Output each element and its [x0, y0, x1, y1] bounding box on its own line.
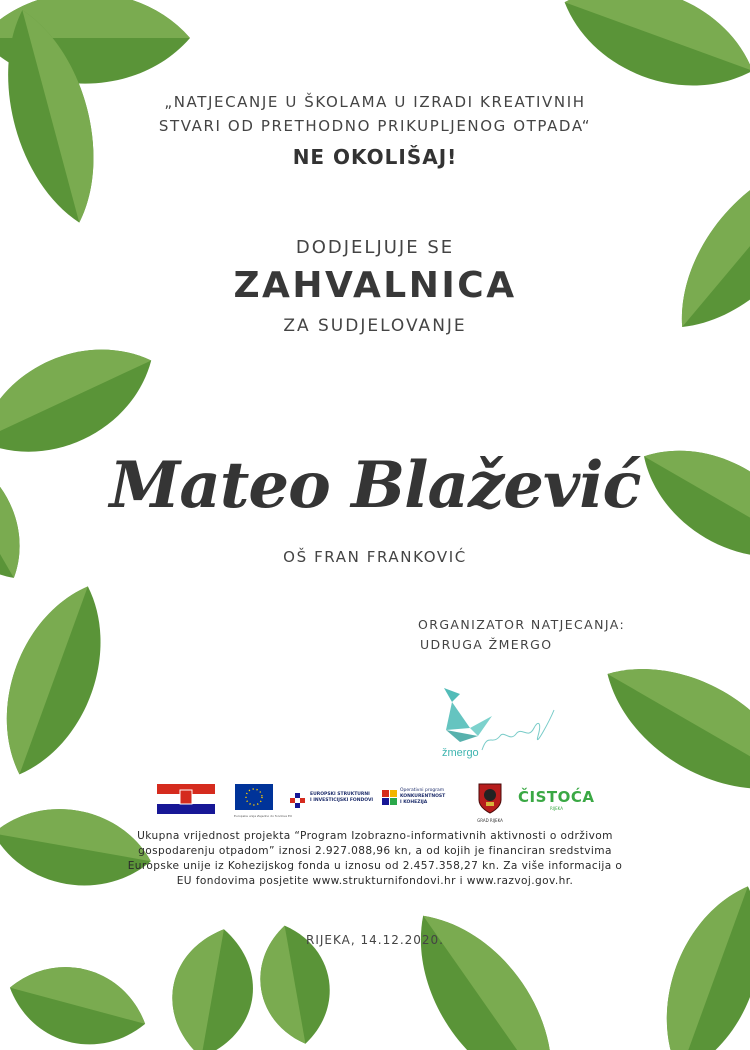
rijeka-caption: GRAD RIJEKA [477, 818, 503, 823]
project-info-line: Ukupna vrijednost projekta “Program Izobrazno-informativnih aktivnosti o održivom [137, 830, 613, 842]
eu-flag-block [234, 784, 293, 818]
op-text: I KOHEZIJA [400, 800, 428, 805]
certificate-title: ZAHVALNICA [233, 265, 517, 306]
esif-text: I INVESTICIJSKI FONDOVI [310, 798, 374, 803]
esif-text: EUROPSKI STRUKTURNI [310, 792, 370, 797]
zmergo-crane-icon [430, 680, 560, 760]
cistoca-logo [518, 788, 608, 811]
cistoca-logo-icon: ČISTOĆA [518, 788, 595, 806]
recipient-name: Mateo Blažević [109, 448, 641, 523]
organizer-name: UDRUGA ŽMERGO [420, 637, 553, 652]
esif-icon [290, 790, 308, 808]
op-text: Operativni program [400, 788, 445, 793]
zmergo-logo-text: žmergo [442, 747, 479, 759]
project-info-line: EU fondovima posjetite www.strukturnifondovi.hr i www.razvoj.gov.hr. [176, 875, 574, 887]
slogan: NE OKOLIŠAJ! [292, 145, 458, 169]
op-icon [382, 790, 398, 806]
project-info-line: Europske unije iz Kohezijskog fonda u iznosu od 2.457.358,27 kn. Za više informacija o [127, 860, 623, 872]
organizer-label: ORGANIZATOR NATJECANJA: [418, 617, 626, 632]
awarded-line: DODJELJUJE SE [295, 237, 455, 258]
rijeka-crest-icon [477, 782, 503, 814]
date-place: RIJEKA, 14.12.2020. [305, 933, 444, 947]
competition-line: STVARI OD PRETHODNO PRIKUPLJENOG OTPADA“ [158, 117, 592, 135]
participation-line: ZA SUDJELOVANJE [283, 316, 467, 336]
organizer-block [418, 615, 625, 655]
rijeka-logo [472, 782, 508, 823]
croatian-flag-icon [157, 784, 215, 814]
esif-logo [290, 788, 374, 812]
eu-caption: Europska unija Zajedno do fondova EU [234, 814, 293, 818]
competition-line: „NATJECANJE U ŠKOLAMA U IZRADI KREATIVNIH [164, 93, 586, 111]
eu-flag-icon [235, 784, 273, 810]
cistoca-sub: RIJEKA [550, 806, 563, 811]
project-info [0, 829, 750, 889]
op-text: KONKURENTNOST [400, 794, 446, 799]
competition-title [0, 90, 750, 138]
project-info-line: gospodarenju otpadom” iznosi 2.927.088,96 kn, a od kojih je financiran sredstvima [138, 845, 612, 857]
school-name: OŠ FRAN FRANKOVIĆ [283, 548, 467, 566]
op-logo [382, 786, 462, 812]
sponsor-logos [150, 780, 620, 824]
